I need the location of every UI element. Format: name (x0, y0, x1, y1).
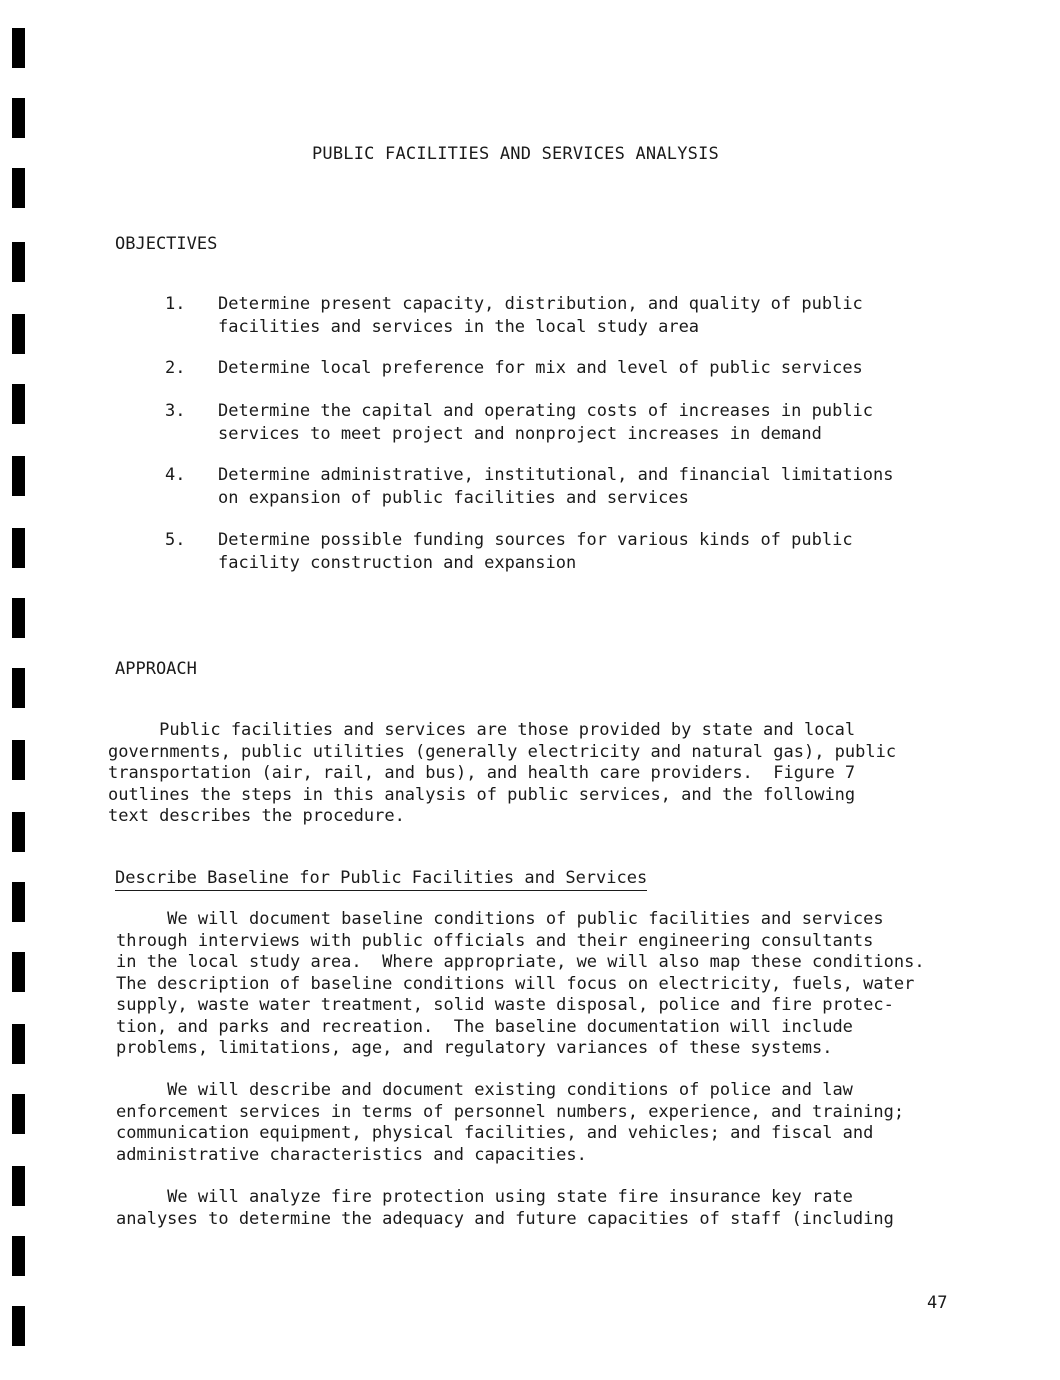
objective-number: 5. (165, 530, 186, 550)
approach-heading: APPROACH (115, 659, 197, 679)
objective-number: 4. (165, 465, 186, 485)
binding-hole (12, 98, 25, 138)
binding-hole (12, 1306, 25, 1346)
binding-hole (12, 740, 25, 780)
binding-hole (12, 882, 25, 922)
binding-hole (12, 598, 25, 638)
objective-number: 1. (165, 294, 186, 314)
binding-hole (12, 668, 25, 708)
binding-hole (12, 1094, 25, 1134)
binding-hole (12, 1166, 25, 1206)
baseline-paragraph: We will describe and document existing conditions of police and law enforcement services in terms of personnel numbers, experience, and training; communication equipment, physical facilities, and vehicles; and fiscal and administrative characteristics and capacities. (116, 1080, 905, 1165)
objectives-heading: OBJECTIVES (115, 234, 218, 254)
binding-hole (12, 812, 25, 852)
baseline-paragraph: We will document baseline conditions of public facilities and services through interviews with public officials and their engineering consultants in the local study area. Where appropriate, we will also map these conditions. The description of baseline conditions will focus on electricity, fuels, water supply, waste water treatment, solid waste disposal, police and fire protec- tion, and parks and recreation. The baseline documentation will include problems, limitations, age, and regulatory variances of these systems. (116, 909, 925, 1058)
objective-number: 2. (165, 358, 186, 378)
approach-paragraph: Public facilities and services are those provided by state and local governments, public utilities (generally electricity and natural gas), public transportation (air, rail, and bus), and health care providers. Figure 7 outlines the steps in this analysis of public services, and the following text describes the procedure. (108, 720, 897, 826)
binding-hole (12, 28, 25, 68)
binding-hole (12, 528, 25, 568)
objective-number: 3. (165, 401, 186, 421)
binding-hole (12, 456, 25, 496)
binding-hole (12, 168, 25, 208)
binding-hole (12, 1024, 25, 1064)
binding-hole (12, 1236, 25, 1276)
objective-text: Determine administrative, institutional, and financial limitations on expansion of public facilities and services (218, 465, 894, 508)
binding-hole (12, 242, 25, 282)
objective-text: Determine possible funding sources for various kinds of public facility construction and expansion (218, 530, 853, 573)
objective-text: Determine local preference for mix and level of public services (218, 358, 863, 378)
binding-hole (12, 314, 25, 354)
binding-hole (12, 384, 25, 424)
baseline-paragraph: We will analyze fire protection using state fire insurance key rate analyses to determine the adequacy and future capacities of staff (including (116, 1187, 894, 1229)
page-number: 47 (927, 1293, 948, 1313)
baseline-subheading: Describe Baseline for Public Facilities and Services (115, 868, 647, 891)
objective-text: Determine the capital and operating costs of increases in public services to meet project and nonproject increases in demand (218, 401, 874, 444)
binding-hole (12, 952, 25, 992)
page-title: PUBLIC FACILITIES AND SERVICES ANALYSIS (312, 144, 719, 164)
objective-text: Determine present capacity, distribution, and quality of public facilities and services in the local study area (218, 294, 863, 337)
